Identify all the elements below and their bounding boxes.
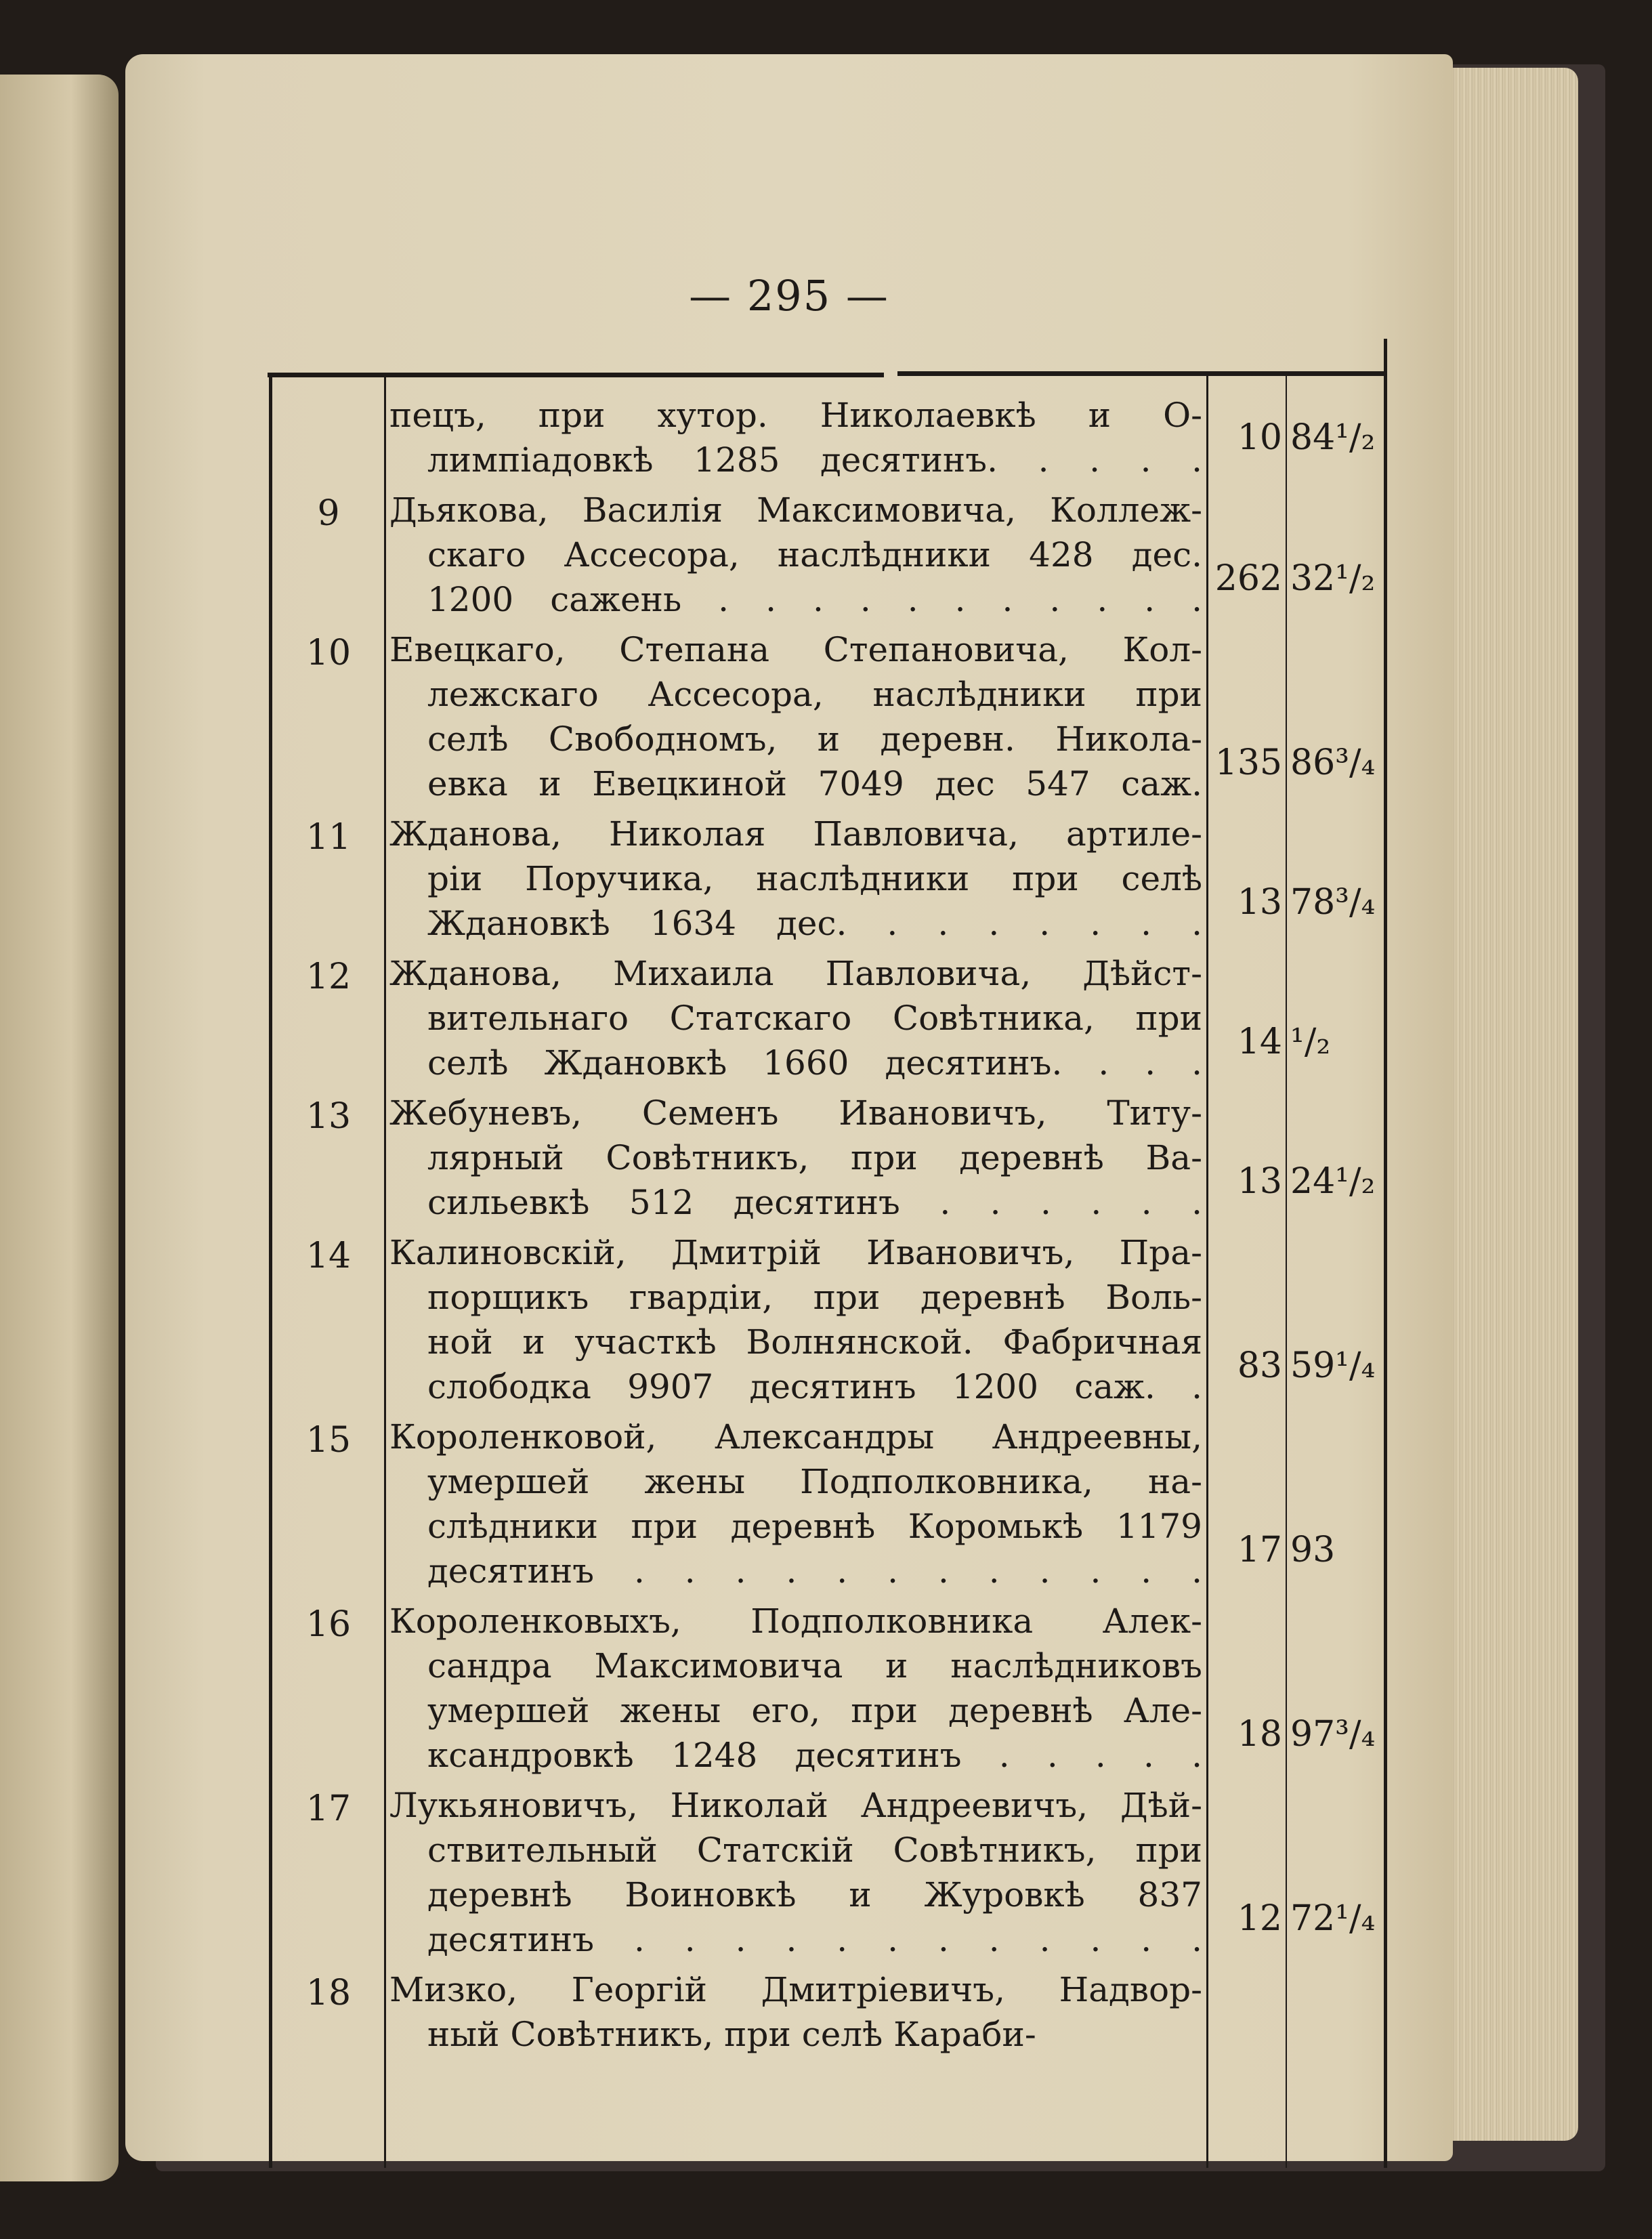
amount-main: 13	[1237, 882, 1282, 923]
table-row	[125, 812, 1453, 946]
entry-text	[389, 627, 1202, 806]
entry-number: 11	[305, 817, 352, 858]
entry-text-line: ный Совѣтникъ, при селѣ Караби-	[427, 2015, 1036, 2054]
entry-text-line: Мизко, Георгій Дмитріевичъ, Надвор-	[389, 1970, 1202, 2009]
entry-text-line: порщикъ гвардіи, при деревнѣ Воль-	[427, 1278, 1202, 1317]
table-row	[125, 488, 1453, 622]
page-stack-edge	[1436, 68, 1578, 2141]
amount-fraction: 86³/₄	[1290, 742, 1376, 783]
table-row	[125, 1091, 1453, 1225]
entry-text	[389, 488, 1202, 622]
entry-text-line: ріи Поручика, наслѣдники при селѣ	[427, 859, 1202, 898]
page-number: — 295 —	[689, 271, 889, 320]
entry-text-line: скаго Ассесора, наслѣдники 428 дес.	[427, 535, 1202, 574]
entry-text	[389, 1599, 1202, 1778]
entry-number: 13	[305, 1096, 352, 1137]
entry-text	[389, 1230, 1202, 1409]
table-top-rule-right	[897, 371, 1385, 376]
entry-text-line: сандра Максимовича и наслѣдниковъ	[427, 1646, 1202, 1686]
amount-fraction: 84¹/₂	[1290, 417, 1376, 458]
entry-text-line: Короленковыхъ, Подполковника Алек-	[389, 1602, 1202, 1641]
entry-text-line: Ждановкѣ 1634 дес. . . . . . . .	[427, 904, 1202, 943]
entry-number: 18	[305, 1973, 352, 2013]
entry-text-line: деревнѣ Воиновкѣ и Журовкѣ 837	[427, 1875, 1202, 1914]
entry-text-line: ксандровкѣ 1248 десятинъ . . . . .	[427, 1736, 1202, 1775]
entry-text-line: Евецкаго, Степана Степановича, Кол-	[389, 630, 1202, 669]
entry-text-line: Калиновскій, Дмитрій Ивановичъ, Пра-	[389, 1233, 1202, 1272]
amount-fraction: 78³/₄	[1290, 882, 1376, 923]
entry-text	[389, 812, 1202, 946]
table-row	[125, 1783, 1453, 1962]
entry-number: 16	[305, 1604, 352, 1645]
book-page	[125, 54, 1453, 2161]
entry-text-line: ной и участкѣ Волнянской. Фабричная	[427, 1322, 1202, 1362]
entry-text-line: селѣ Ждановкѣ 1660 десятинъ. . . .	[427, 1043, 1202, 1083]
table-row	[125, 1599, 1453, 1778]
amount-main: 262	[1214, 558, 1282, 599]
amount-main: 14	[1237, 1022, 1282, 1062]
amount-main: 13	[1237, 1161, 1282, 1202]
entry-text-line: Жебуневъ, Семенъ Ивановичъ, Титу-	[389, 1093, 1202, 1133]
entry-text-line: слободка 9907 десятинъ 1200 саж. .	[427, 1367, 1202, 1406]
entry-text-line: сильевкѣ 512 десятинъ . . . . . .	[427, 1183, 1202, 1222]
entry-number: 14	[305, 1236, 352, 1276]
left-page-edge	[0, 75, 119, 2181]
entry-text-line: Жданова, Михаила Павловича, Дѣйст-	[389, 954, 1202, 993]
entry-text	[389, 951, 1202, 1085]
entry-text-line: Лукьяновичъ, Николай Андреевичъ, Дѣй-	[389, 1786, 1202, 1825]
amount-fraction: 24¹/₂	[1290, 1161, 1376, 1202]
entry-number: 9	[317, 493, 340, 534]
table-row	[125, 1415, 1453, 1593]
entry-text-line: десятинъ . . . . . . . . . . . .	[427, 1551, 1202, 1591]
entry-text	[389, 1783, 1202, 1962]
entry-text	[389, 1967, 1202, 2057]
entry-text	[389, 393, 1202, 482]
entry-number: 15	[305, 1420, 352, 1461]
entry-text-line: умершей жены Подполковника, на-	[427, 1462, 1202, 1501]
entry-text-line: лежскаго Ассесора, наслѣдники при	[427, 675, 1202, 714]
entry-text-line: селѣ Свободномъ, и деревн. Никола-	[427, 719, 1202, 759]
entry-text-line: ствительный Статскій Совѣтникъ, при	[427, 1830, 1202, 1870]
entry-number: 12	[305, 957, 352, 997]
amount-fraction: ¹/₂	[1290, 1022, 1331, 1062]
table-row	[125, 1967, 1453, 2057]
entry-text-line: лярный Совѣтникъ, при деревнѣ Ва-	[427, 1138, 1202, 1177]
amount-main: 135	[1214, 742, 1282, 783]
amount-fraction: 59¹/₄	[1290, 1345, 1376, 1386]
table-row	[125, 1230, 1453, 1409]
amount-fraction: 93	[1290, 1530, 1336, 1570]
amount-main: 10	[1237, 417, 1282, 458]
amount-main: 17	[1237, 1530, 1282, 1570]
entry-number: 10	[305, 633, 352, 673]
entry-text-line: вительнаго Статскаго Совѣтника, при	[427, 999, 1202, 1038]
entry-text-line: десятинъ . . . . . . . . . . . .	[427, 1920, 1202, 1959]
table-top-rule-left	[268, 373, 884, 377]
entry-text-line: пецъ, при хутор. Николаевкѣ и О-	[389, 396, 1202, 435]
entry-text-line: Дьякова, Василія Максимовича, Коллеж-	[389, 490, 1202, 530]
table-row	[125, 951, 1453, 1085]
entry-text-line: слѣдники при деревнѣ Коромькѣ 1179	[427, 1507, 1202, 1546]
entry-text	[389, 1091, 1202, 1225]
entry-text-line: 1200 сажень . . . . . . . . . . .	[427, 580, 1202, 619]
entry-text	[389, 1415, 1202, 1593]
entry-text-line: умершей жены его, при деревнѣ Але-	[427, 1691, 1202, 1730]
entry-text-line: евка и Евецкиной 7049 дес 547 саж.	[427, 764, 1202, 803]
entry-text-line: лимпіадовкѣ 1285 десятинъ. . . . .	[427, 440, 1202, 480]
amount-main: 18	[1237, 1714, 1282, 1755]
entry-text-line: Короленковой, Александры Андреевны,	[389, 1417, 1202, 1457]
table-row	[125, 393, 1453, 482]
entry-text-line: Жданова, Николая Павловича, артиле-	[389, 814, 1202, 854]
table-row	[125, 627, 1453, 806]
amount-fraction: 97³/₄	[1290, 1714, 1376, 1755]
amount-fraction: 32¹/₂	[1290, 558, 1376, 599]
entry-number: 17	[305, 1788, 352, 1829]
amount-fraction: 72¹/₄	[1290, 1898, 1376, 1939]
amount-main: 12	[1237, 1898, 1282, 1939]
amount-main: 83	[1237, 1345, 1282, 1386]
